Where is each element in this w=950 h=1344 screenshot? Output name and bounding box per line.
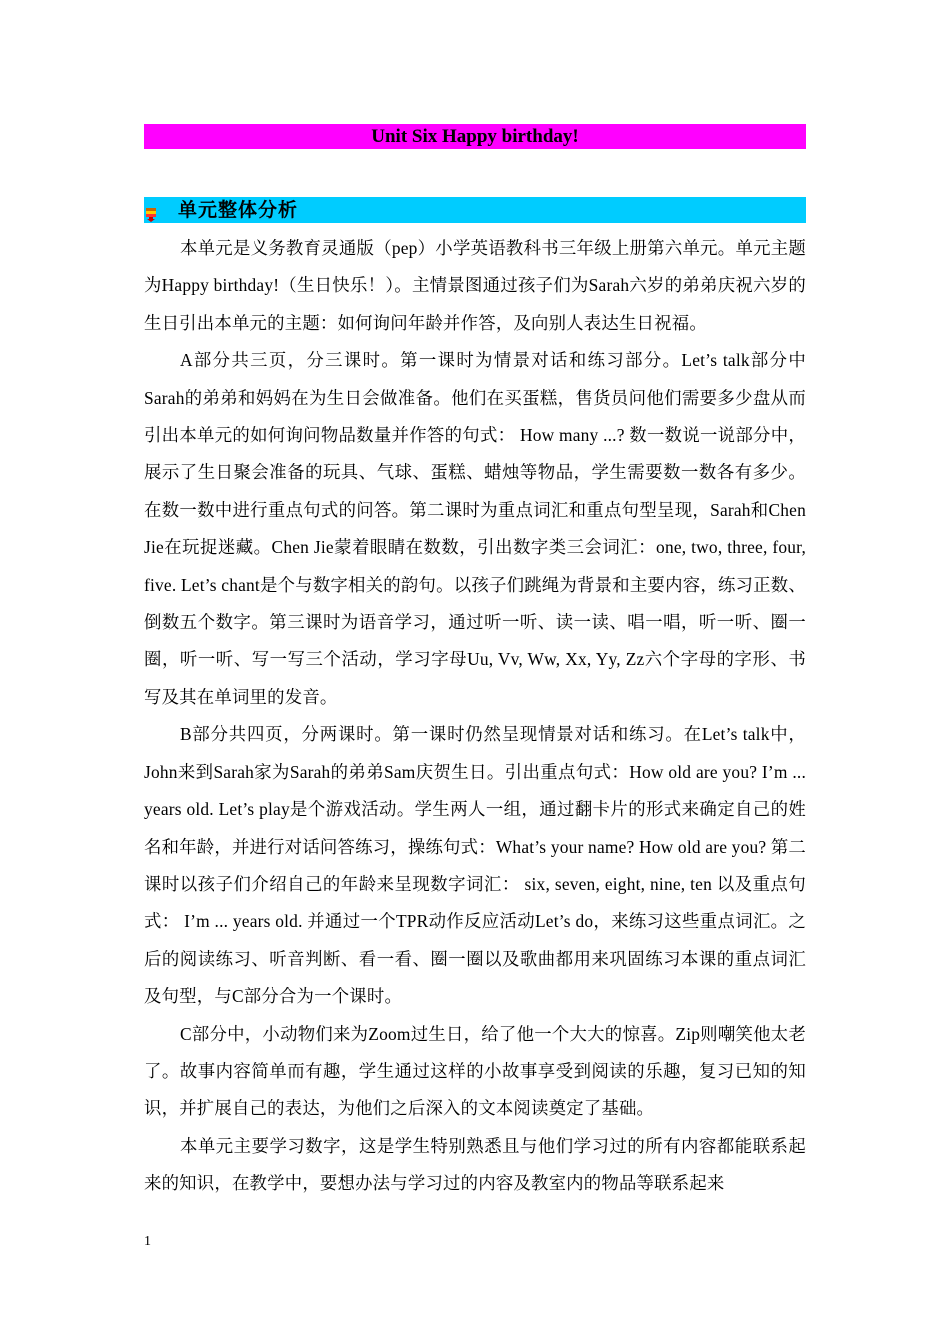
section-heading-bar [144,197,806,223]
paragraph-part-a: A部分共三页，分三课时。第一课时为情景对话和练习部分。Let’s talk部分中Sarah的弟弟和妈妈在为生日会做准备。他们在买蛋糕，售货员问他们需要多少盘从而引出本单元的如何询问物品数量并作答的句式： How many ...? 数一数说一说部分中，展示了生日聚会准备的玩具、气球、蛋糕、蜡烛等物品，学生需要数一数各有多少。在数一数中进行重点句式的问答。第二课时为重点词汇和重点句型呈现，Sarah和Chen Jie在玩捉迷藏。Chen Jie蒙着眼睛在数数，引出数字类三会词汇：one, two, three, four, five. Let’s chant是个与数字相关的韵句。以孩子们跳绳为背景和主要内容，练习正数、倒数五个数字。第三课时为语音学习，通过听一听、读一读、唱一唱，听一听、圈一圈，听一听、写一写三个活动，学习字母Uu, Vv, Ww, Xx, Yy, Zz六个字母的字形、书写及其在单词里的发音。 [144,350,806,707]
paragraph-part-b: B部分共四页，分两课时。第一课时仍然呈现情景对话和练习。在Let’s talk中，John来到Sarah家为Sarah的弟弟Sam庆贺生日。引出重点句式：How old are you? I’m ... years old. Let’s play是个游戏活动。学生两人一组，通过翻卡片的形式来确定自己的姓名和年龄，并进行对话问答练习，操练句式：What’s your name? How old are you? 第二课时以孩子们介绍自己的年龄来呈现数字词汇： six, seven, eight, nine, ten 以及重点句式： I’m ... years old. 并通过一个TPR动作反应活动Let’s do，来练习这些重点词汇。之后的阅读练习、听音判断、看一看、圈一圈以及歌曲都用来巩固练习本课的重点词汇及句型，与C部分合为一个课时。 [144,724,807,1007]
page-title: Unit Six Happy birthday! [144,124,806,149]
page-number: 1 [144,1234,151,1249]
body-text [144,230,806,1203]
paragraph-intro: 本单元是义务教育灵通版（pep）小学英语教科书三年级上册第六单元。单元主题为Happy birthday!（生日快乐！）。主情景图通过孩子们为Sarah六岁的弟弟庆祝六岁的生日引出本单元的主题：如何询问年龄并作答，及向别人表达生日祝福。 [144,238,806,333]
book-bullet-icon [146,203,156,217]
paragraph-part-c: C部分中，小动物们来为Zoom过生日，给了他一个大大的惊喜。Zip则嘲笑他太老了。故事内容简单而有趣，学生通过这样的小故事享受到阅读的乐趣，复习已知的知识，并扩展自己的表达，为他们之后深入的文本阅读奠定了基础。 [144,1023,806,1119]
section-heading: 单元整体分析 [178,199,299,221]
paragraph-summary: 本单元主要学习数字，这是学生特别熟悉且与他们学习过的所有内容都能联系起来的知识，在教学中，要想办法与学习过的内容及教室内的物品等联系起来 [144,1135,806,1194]
